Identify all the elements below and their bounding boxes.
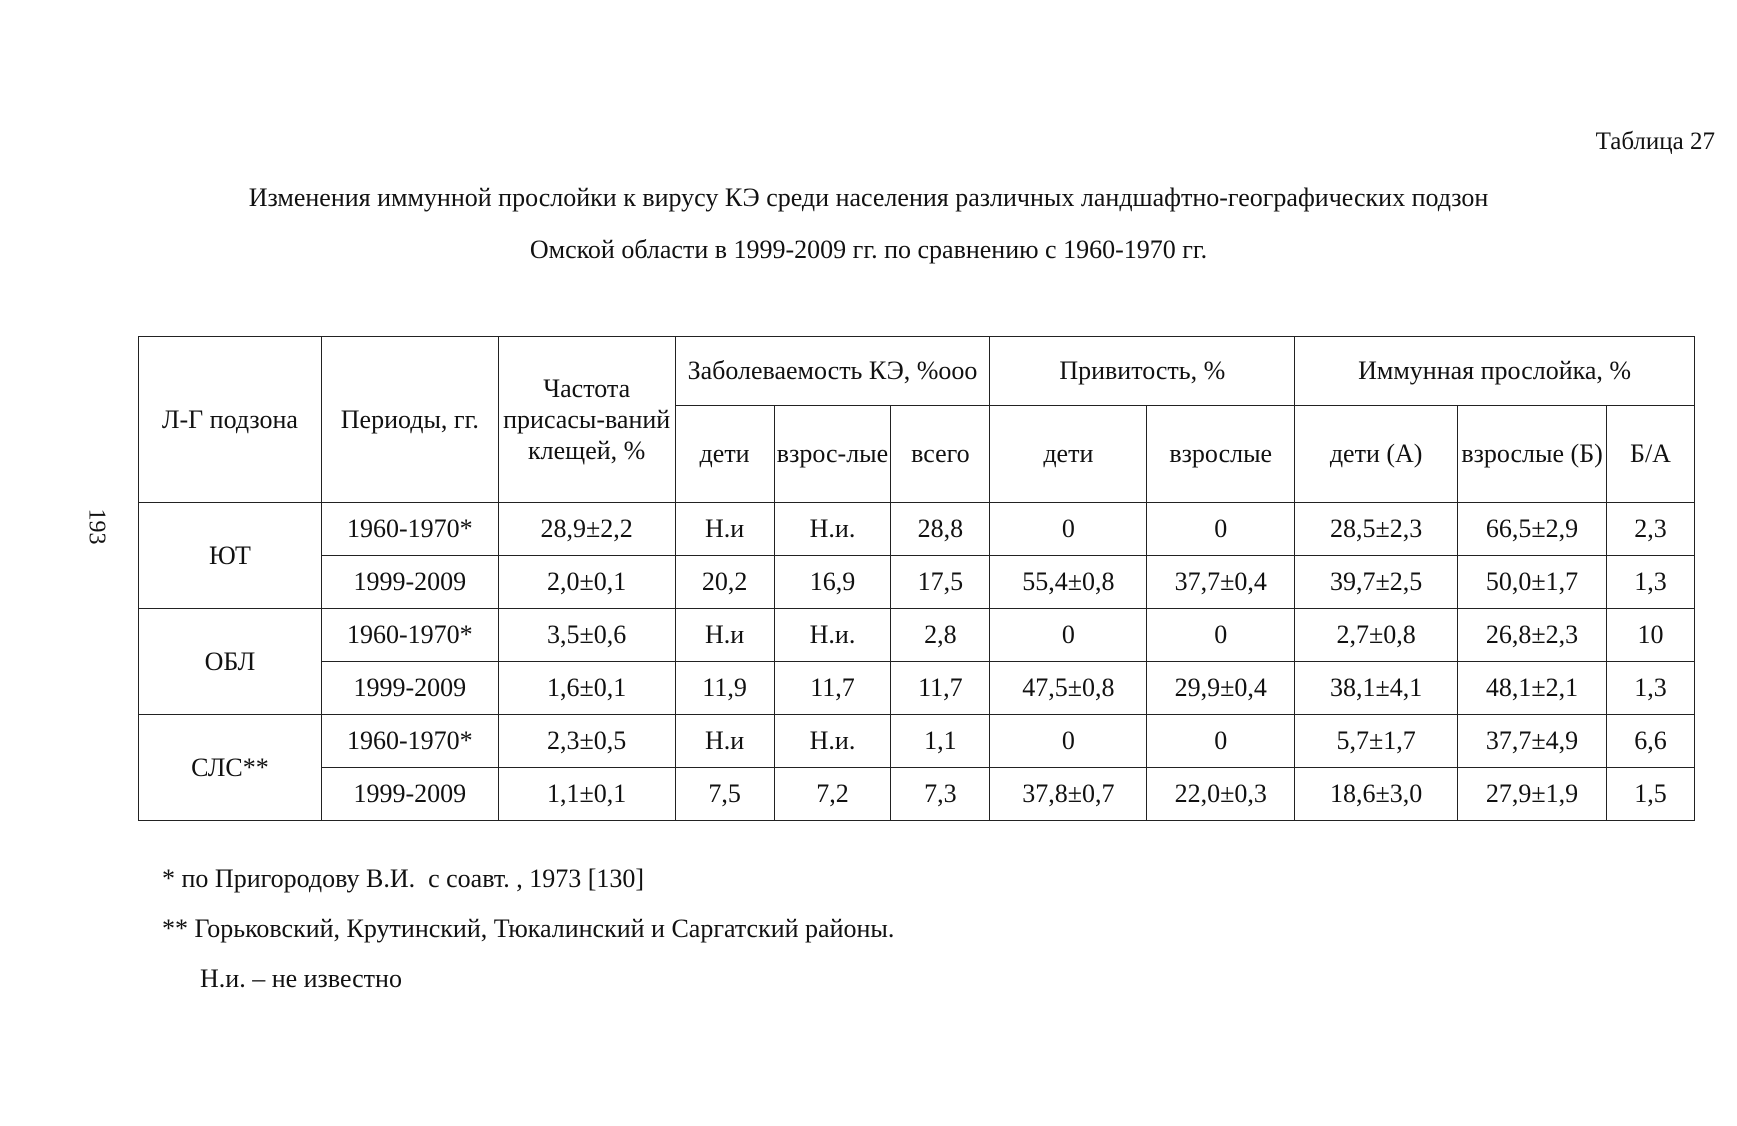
table-row [139, 556, 1695, 609]
table-cell: 18,6±3,0 [1295, 768, 1458, 821]
table-body [139, 337, 1695, 821]
table-label: Таблица 27 [1595, 128, 1715, 155]
table-title-line-2: Омской области в 1999-2009 гг. по сравнению с 1960-1970 гг. [529, 235, 1208, 264]
header-incidence-children: дети [675, 406, 774, 503]
footnotes [162, 854, 894, 1004]
table-cell: 26,8±2,3 [1458, 609, 1607, 662]
table-cell: 66,5±2,9 [1458, 503, 1607, 556]
table-cell: 37,7±0,4 [1147, 556, 1295, 609]
header-zone: Л-Г подзона [139, 337, 322, 503]
table-cell: Н.и [675, 503, 774, 556]
header-vaccination-adults: взрослые [1147, 406, 1295, 503]
table-cell: 22,0±0,3 [1147, 768, 1295, 821]
table-cell: 2,0±0,1 [498, 556, 675, 609]
table-cell: 11,7 [891, 662, 990, 715]
table-cell: Н.и. [774, 609, 891, 662]
table-cell: 1,5 [1607, 768, 1695, 821]
table-cell: 0 [1147, 715, 1295, 768]
table-cell: 0 [1147, 503, 1295, 556]
table-row [139, 662, 1695, 715]
header-immunity-adults: взрослые (Б) [1458, 406, 1607, 503]
footnote-1: * по Пригородову В.И. с соавт. , 1973 [130] [162, 864, 645, 893]
table-cell: 1,1±0,1 [498, 768, 675, 821]
table-cell: 38,1±4,1 [1295, 662, 1458, 715]
table-cell: 7,2 [774, 768, 891, 821]
table-cell: 27,9±1,9 [1458, 768, 1607, 821]
table-cell: 0 [990, 715, 1147, 768]
period-cell: 1960-1970* [321, 503, 498, 556]
table-cell: 28,9±2,2 [498, 503, 675, 556]
header-immunity-ratio: Б/А [1607, 406, 1695, 503]
period-cell: 1960-1970* [321, 609, 498, 662]
table-row [139, 503, 1695, 556]
table-cell: 0 [990, 609, 1147, 662]
table-cell: 11,9 [675, 662, 774, 715]
table-cell: 0 [990, 503, 1147, 556]
table-cell: 11,7 [774, 662, 891, 715]
table-cell: 3,5±0,6 [498, 609, 675, 662]
header-period: Периоды, гг. [321, 337, 498, 503]
table-cell: 47,5±0,8 [990, 662, 1147, 715]
table-cell: 1,3 [1607, 662, 1695, 715]
table-cell: 2,3±0,5 [498, 715, 675, 768]
table-cell: 2,8 [891, 609, 990, 662]
zone-cell: СЛС** [139, 715, 322, 821]
table-cell: 55,4±0,8 [990, 556, 1147, 609]
table-cell: 20,2 [675, 556, 774, 609]
header-immunity-children: дети (А) [1295, 406, 1458, 503]
header-incidence-total: всего [891, 406, 990, 503]
footnote-3: Н.и. – не известно [200, 964, 402, 993]
table-cell: Н.и. [774, 503, 891, 556]
table-cell: 50,0±1,7 [1458, 556, 1607, 609]
table-cell: 29,9±0,4 [1147, 662, 1295, 715]
table-row [139, 609, 1695, 662]
table-cell: 16,9 [774, 556, 891, 609]
zone-cell: ЮТ [139, 503, 322, 609]
table-row [139, 768, 1695, 821]
table-cell: 6,6 [1607, 715, 1695, 768]
zone-cell: ОБЛ [139, 609, 322, 715]
table-cell: Н.и [675, 609, 774, 662]
table-title-line-1: Изменения иммунной прослойки к вирусу КЭ среди населения различных ландшафтно-географических подзон [248, 183, 1489, 212]
table-cell: 5,7±1,7 [1295, 715, 1458, 768]
period-cell: 1999-2009 [321, 662, 498, 715]
table-cell: 1,3 [1607, 556, 1695, 609]
header-vaccination: Привитость, % [990, 337, 1295, 406]
period-cell: 1960-1970* [321, 715, 498, 768]
table-cell: 28,8 [891, 503, 990, 556]
table-cell: 17,5 [891, 556, 990, 609]
table-cell: 28,5±2,3 [1295, 503, 1458, 556]
table-cell: 10 [1607, 609, 1695, 662]
header-row-1 [139, 337, 1695, 406]
table-cell: 7,5 [675, 768, 774, 821]
data-table [138, 336, 1695, 821]
table-cell: 39,7±2,5 [1295, 556, 1458, 609]
table-cell: 48,1±2,1 [1458, 662, 1607, 715]
table-cell: 37,8±0,7 [990, 768, 1147, 821]
header-vaccination-children: дети [990, 406, 1147, 503]
table-cell: 2,3 [1607, 503, 1695, 556]
header-immunity: Иммунная прослойка, % [1295, 337, 1695, 406]
table-cell: 1,1 [891, 715, 990, 768]
header-incidence-adults: взрос-лые [774, 406, 891, 503]
table-cell: Н.и [675, 715, 774, 768]
header-tick-frequency: Частота присасы-ваний клещей, % [498, 337, 675, 503]
table-cell: 0 [1147, 609, 1295, 662]
table-cell: 1,6±0,1 [498, 662, 675, 715]
page-number: 193 [83, 508, 110, 545]
table-cell: 37,7±4,9 [1458, 715, 1607, 768]
table-row [139, 715, 1695, 768]
period-cell: 1999-2009 [321, 556, 498, 609]
period-cell: 1999-2009 [321, 768, 498, 821]
table-cell: 7,3 [891, 768, 990, 821]
table-cell: Н.и. [774, 715, 891, 768]
header-incidence: Заболеваемость КЭ, %ooo [675, 337, 990, 406]
table-cell: 2,7±0,8 [1295, 609, 1458, 662]
footnote-2: ** Горьковский, Крутинский, Тюкалинский и Саргатский районы. [162, 914, 895, 943]
table-title [0, 172, 1737, 276]
